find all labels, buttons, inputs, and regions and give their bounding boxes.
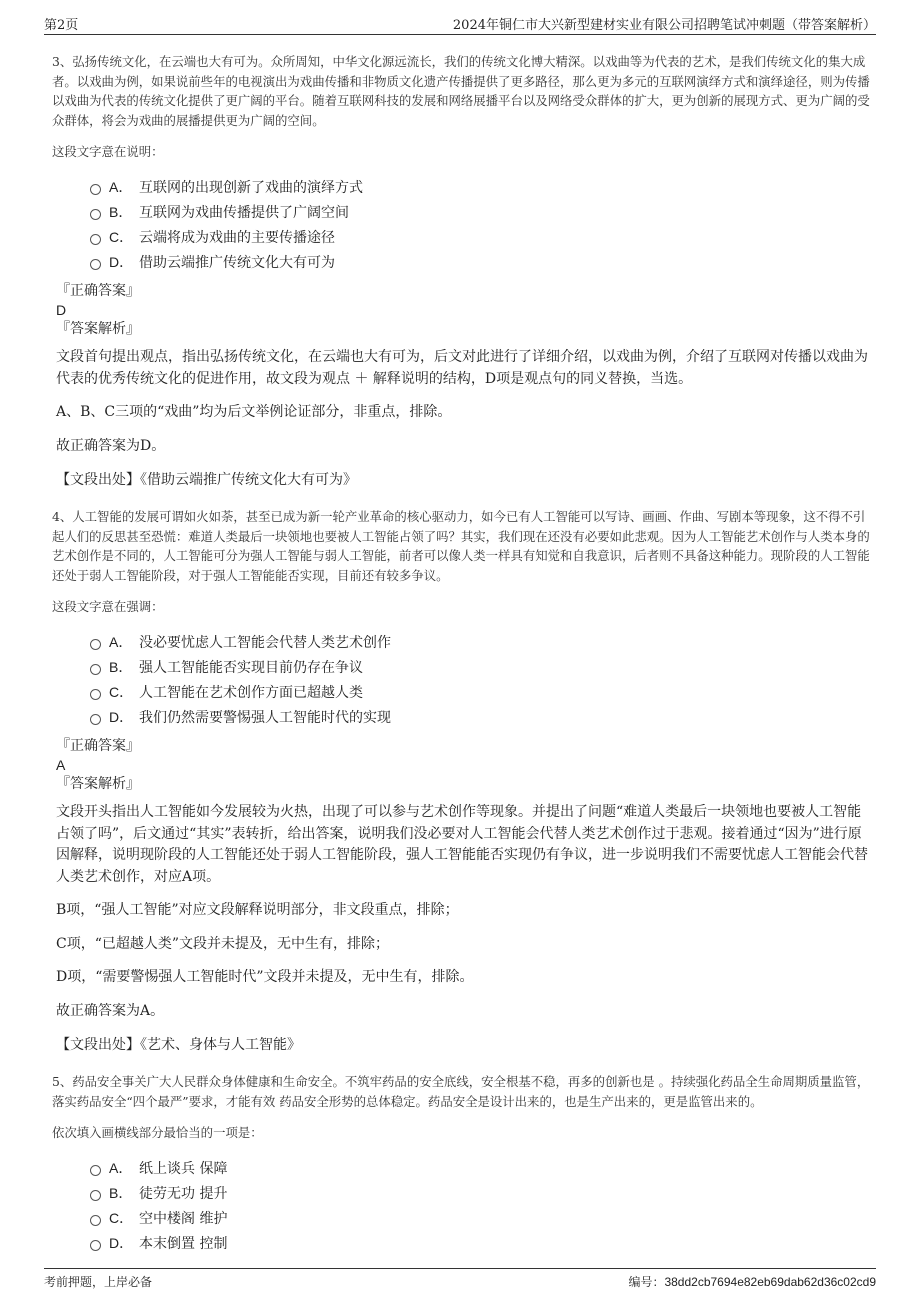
answer-label: 『正确答案』 (56, 283, 140, 299)
radio-icon[interactable] (90, 1165, 101, 1176)
option-text: 云端将成为戏曲的主要传播途径 (139, 229, 335, 246)
option-list (90, 629, 870, 729)
radio-icon[interactable] (90, 1215, 101, 1226)
code-value: 38dd2cb7694e82eb69dab62d36c02cd9 (664, 1275, 876, 1289)
source-citation: 【文段出处】《艺术、身体与人工智能》 (56, 1037, 301, 1053)
option-b[interactable]: B． 互联网为戏曲传播提供了广阔空间 (90, 199, 870, 224)
footer-slogan: 考前押题，上岸必备 (44, 1275, 153, 1289)
option-a[interactable]: A． 纸上谈兵 保障 (90, 1155, 870, 1180)
radio-icon[interactable] (90, 689, 101, 700)
question-prompt: 这段文字意在说明： (52, 144, 164, 159)
option-text: 强人工智能能否实现目前仍存在争议 (139, 659, 363, 676)
option-text: 空中楼阁 维护 (139, 1210, 228, 1227)
question-prompt: 这段文字意在强调： (52, 599, 164, 614)
option-text: 互联网为戏曲传播提供了广阔空间 (139, 204, 349, 221)
option-c[interactable]: C． 人工智能在艺术创作方面已超越人类 (90, 679, 870, 704)
radio-icon[interactable] (90, 639, 101, 650)
option-text: 本末倒置 控制 (139, 1235, 228, 1252)
analysis-paragraph: 文段首句提出观点，指出弘扬传统文化，在云端也大有可为，后文对此进行了详细介绍，以戏曲为例，介绍了互联网对传播以戏曲为代表的优秀传统文化的促进作用，故文段为观点 ＋ 解释说明的结构，D项是观点句的同义替换，当选。 (56, 349, 868, 387)
analysis-paragraph: D项，“需要警惕强人工智能时代”文段并未提及，无中生有，排除。 (56, 969, 474, 985)
option-text: 借助云端推广传统文化大有可为 (139, 254, 335, 271)
document-title: 2024年铜仁市大兴新型建材实业有限公司招聘笔试冲刺题（带答案解析） (452, 18, 876, 33)
option-b[interactable]: B． 强人工智能能否实现目前仍存在争议 (90, 654, 870, 679)
analysis-paragraph: 故正确答案为A。 (56, 1002, 165, 1019)
analysis-label: 『答案解析』 (56, 321, 140, 337)
option-c[interactable]: C． 云端将成为戏曲的主要传播途径 (90, 224, 870, 249)
radio-icon[interactable] (90, 259, 101, 270)
page-content (52, 52, 870, 1263)
page-number: 第2页 (44, 18, 79, 33)
option-text: 徒劳无功 提升 (139, 1185, 228, 1202)
answer-value: A (56, 757, 66, 773)
radio-icon[interactable] (90, 184, 101, 195)
option-text: 人工智能在艺术创作方面已超越人类 (139, 684, 363, 701)
option-d[interactable]: D． 本末倒置 控制 (90, 1230, 870, 1255)
question-prompt: 依次填入画横线部分最恰当的一项是： (52, 1125, 263, 1140)
analysis-paragraph: C项，“已超越人类”文段并未提及，无中生有，排除； (56, 935, 390, 952)
option-a[interactable]: A． 没必要忧虑人工智能会代替人类艺术创作 (90, 629, 870, 654)
option-text: 没必要忧虑人工智能会代替人类艺术创作 (139, 634, 391, 651)
question-3 (52, 52, 870, 489)
option-text: 我们仍然需要警惕强人工智能时代的实现 (139, 709, 391, 726)
radio-icon[interactable] (90, 1190, 101, 1201)
question-text: 5、药品安全事关广大人民群众身体健康和生命安全。不筑牢药品的安全底线，安全根基不稳，再多的创新也是 。持续强化药品全生命周期质量监管，落实药品安全“四个最严”要求，才能有效 药品安全形势的总体稳定。药品安全是设计出来的，也是生产出来的，更是监管出来的。 (52, 1074, 870, 1109)
analysis-paragraph: A、B、C三项的“戏曲”均为后文举例论证部分，非重点，排除。 (56, 404, 452, 420)
option-b[interactable]: B． 徒劳无功 提升 (90, 1180, 870, 1205)
option-list (90, 1155, 870, 1255)
source-citation: 【文段出处】《借助云端推广传统文化大有可为》 (56, 472, 357, 488)
option-d[interactable]: D． 借助云端推广传统文化大有可为 (90, 249, 870, 274)
question-text: 3、弘扬传统文化，在云端也大有可为。众所周知，中华文化源远流长，我们的传统文化博大精深。以戏曲等为代表的艺术，是我们传统文化的集大成者。以戏曲为例，如果说前些年的电视演出为戏曲传播和非物质文化遗产传播提供了更多路径，那么更为多元的互联网演绎方式和演绎途径，则为传播以戏曲为代表的传统文化提供了更广阔的平台。随着互联网科技的发展和网络展播平台以及网络受众群体的扩大，更为创新的展现方式、更为广阔的受众群体，将会为戏曲的展播提供更为广阔的空间。 (52, 54, 870, 128)
option-c[interactable]: C． 空中楼阁 维护 (90, 1205, 870, 1230)
question-4 (52, 507, 870, 1054)
document-code (628, 1273, 876, 1290)
page-footer (44, 1268, 876, 1291)
analysis-paragraph: 故正确答案为D。 (56, 437, 166, 454)
page-header (44, 12, 876, 35)
analysis-label: 『答案解析』 (56, 776, 140, 792)
answer-value: D (56, 302, 67, 318)
radio-icon[interactable] (90, 209, 101, 220)
radio-icon[interactable] (90, 234, 101, 245)
radio-icon[interactable] (90, 1240, 101, 1251)
question-text: 4、人工智能的发展可谓如火如荼，甚至已成为新一轮产业革命的核心驱动力，如今已有人工智能可以写诗、画画、作曲、写剧本等现象，这不得不引起人们的反思甚至恐慌：难道人类最后一块领地也要被人工智能占领了吗？其实，我们现在还没有必要如此悲观。因为人工智能艺术创作与人类本身的艺术创作是不同的，人工智能可分为强人工智能与弱人工智能，前者可以像人类一样具有知觉和自我意识，后者则不具备这种能力。现阶段的人工智能还处于弱人工智能阶段，对于强人工智能能否实现，目前还有较多争议。 (52, 509, 870, 583)
analysis-paragraph: 文段开头指出人工智能如今发展较为火热，出现了可以参与艺术创作等现象。并提出了问题“难道人类最后一块领地也要被人工智能占领了吗”，后文通过“其实”表转折，给出答案，说明我们没必要对人工智能会代替人类艺术创作过于悲观。接着通过“因为”进行原因解释，说明现阶段的人工智能还处于弱人工智能阶段，强人工智能能否实现仍有争议，进一步说明我们不需要忧虑人工智能会代替人类艺术创作，对应A项。 (56, 804, 868, 885)
option-a[interactable]: A． 互联网的出现创新了戏曲的演绎方式 (90, 174, 870, 199)
option-text: 互联网的出现创新了戏曲的演绎方式 (139, 179, 363, 196)
analysis-paragraph: B项，“强人工智能”对应文段解释说明部分，非文段重点，排除； (56, 902, 459, 918)
answer-label: 『正确答案』 (56, 738, 140, 754)
option-d[interactable]: D． 我们仍然需要警惕强人工智能时代的实现 (90, 704, 870, 729)
radio-icon[interactable] (90, 664, 101, 675)
radio-icon[interactable] (90, 714, 101, 725)
question-5 (52, 1072, 870, 1255)
code-label: 编号： (628, 1275, 665, 1289)
option-text: 纸上谈兵 保障 (139, 1160, 228, 1177)
option-list (90, 174, 870, 274)
